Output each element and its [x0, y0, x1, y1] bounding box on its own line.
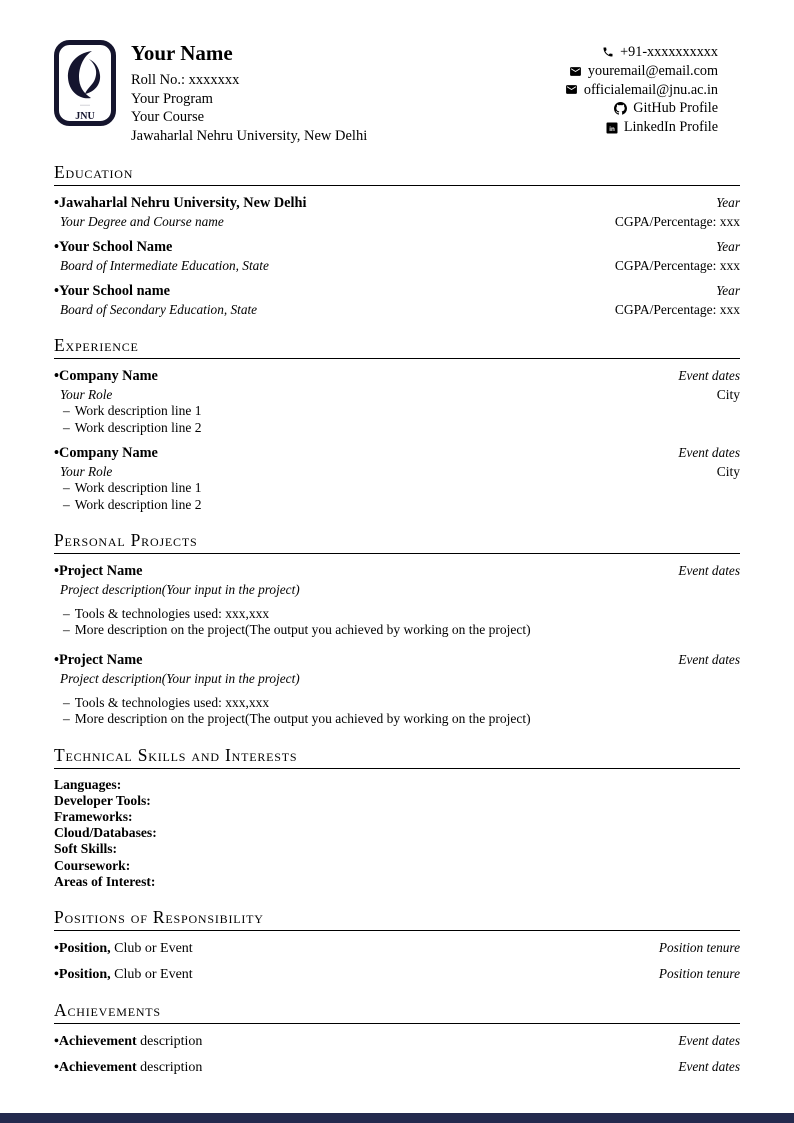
skill-label-areas-of-interest: Areas of Interest:: [54, 873, 156, 889]
position-club: Club or Event: [110, 941, 193, 957]
experience-entry: [54, 368, 740, 436]
candidate-name: Your Name: [131, 41, 233, 65]
dash-marker: –: [63, 622, 70, 638]
program: Your Program: [131, 90, 213, 107]
header: [54, 40, 740, 145]
experience-role: Your Role: [60, 387, 113, 403]
bullet: •: [54, 651, 60, 668]
project-name: Project Name: [59, 563, 143, 579]
jnu-logo: [54, 40, 116, 126]
project-entry: [54, 563, 740, 639]
dash-marker: –: [63, 496, 70, 512]
education-institution: Your School name: [59, 283, 170, 300]
education-score: CGPA/Percentage: xxx: [614, 302, 740, 318]
position-title: Position,: [58, 967, 111, 983]
dash-marker: –: [63, 480, 70, 496]
github-label: GitHub Profile: [633, 100, 718, 117]
project-bullet-list: [54, 606, 740, 639]
envelope-icon: [569, 65, 582, 78]
achievement-row: [54, 1033, 740, 1050]
position-title: Position,: [58, 941, 111, 957]
logo-script-text: ·····: [80, 103, 90, 109]
list-item: [63, 622, 740, 638]
education-year: Year: [716, 283, 740, 299]
dash-marker: –: [63, 419, 70, 435]
education-degree: Board of Intermediate Education, State: [60, 258, 269, 274]
envelope-icon: [565, 83, 578, 96]
skill-label-soft-skills: Soft Skills:: [54, 841, 118, 857]
work-description: Work description line 2: [74, 419, 202, 435]
project-name: Project Name: [59, 651, 143, 668]
education-entry: [54, 283, 740, 318]
project-dates: Event dates: [678, 651, 740, 667]
bullet: •: [54, 1034, 59, 1050]
bullet: •: [54, 445, 60, 462]
achievement-description: description: [136, 1060, 203, 1076]
roll-number: Roll No.: xxxxxxx: [131, 72, 240, 88]
education-degree: Board of Secondary Education, State: [60, 302, 258, 318]
phone-number: +91-xxxxxxxxxx: [620, 44, 718, 60]
education-degree: Your Degree and Course name: [60, 214, 224, 230]
experience-role: Your Role: [60, 464, 113, 480]
work-description: Work description line 1: [74, 403, 202, 419]
official-email: officialemail@jnu.ac.in: [583, 81, 718, 98]
achievement-dates: Event dates: [678, 1033, 740, 1049]
position-tenure: Position tenure: [658, 940, 740, 956]
projects-section: [54, 530, 740, 728]
github-link[interactable]: [565, 99, 718, 118]
official-email-link[interactable]: [565, 81, 718, 100]
section-title-experience: Experience: [54, 335, 740, 359]
positions-section: [54, 907, 740, 983]
project-detail: Tools & technologies used: xxx,xxx: [74, 606, 270, 621]
project-detail: More description on the project(The output you achieved by working on the project): [74, 622, 531, 638]
dash-marker: –: [63, 711, 70, 727]
bullet: •: [54, 1060, 59, 1076]
project-detail: More description on the project(The output you achieved by working on the project): [74, 711, 531, 727]
achievement-dates: Event dates: [678, 1059, 740, 1075]
company-name: Company Name: [59, 445, 158, 462]
experience-city: City: [716, 387, 740, 403]
position-row: [54, 940, 740, 957]
linkedin-icon: [606, 122, 618, 134]
phone-link[interactable]: [565, 43, 718, 62]
education-year: Year: [716, 195, 740, 211]
experience-bullet-list: [54, 480, 740, 513]
experience-section: [54, 335, 740, 513]
jnu-logo-icon: [54, 40, 116, 126]
achievement-title: Achievement: [58, 1034, 137, 1050]
list-item: [63, 403, 740, 419]
work-description: Work description line 1: [74, 480, 202, 496]
svg-text:in: in: [609, 125, 615, 133]
bullet: •: [54, 941, 59, 957]
skill-label-coursework: Coursework:: [54, 857, 131, 873]
list-item: [63, 606, 740, 622]
achievements-section: [54, 1000, 740, 1076]
company-name: Company Name: [59, 368, 158, 385]
contact-block: [565, 40, 740, 137]
personal-email-link[interactable]: [565, 62, 718, 81]
list-item: [63, 711, 740, 727]
skills-list: [54, 777, 740, 890]
section-title-positions: Positions of Responsibility: [54, 907, 740, 931]
bullet: •: [54, 283, 60, 300]
education-institution: Your School Name: [59, 239, 173, 256]
position-row: [54, 966, 740, 983]
project-dates: Event dates: [678, 563, 740, 578]
personal-email: youremail@email.com: [587, 62, 718, 79]
skills-section: [54, 745, 740, 890]
university-name: Jawaharlal Nehru University, New Delhi: [131, 127, 368, 144]
experience-dates: Event dates: [678, 368, 740, 384]
linkedin-link[interactable]: [565, 118, 718, 137]
project-description: Project description(Your input in the project): [60, 670, 300, 686]
position-tenure: Position tenure: [658, 966, 740, 982]
section-title-education: Education: [54, 162, 740, 186]
education-score: CGPA/Percentage: xxx: [614, 214, 740, 230]
project-detail: Tools & technologies used: xxx,xxx: [74, 694, 270, 710]
bullet: •: [54, 368, 60, 385]
section-title-projects: Personal Projects: [54, 530, 740, 554]
experience-bullet-list: [54, 403, 740, 436]
section-title-skills: Technical Skills and Interests: [54, 745, 740, 769]
course: Your Course: [131, 109, 205, 126]
logo-jnu-text: JNU: [75, 111, 95, 122]
education-score: CGPA/Percentage: xxx: [614, 258, 740, 274]
list-item: [63, 480, 740, 496]
position-club: Club or Event: [110, 967, 193, 983]
bullet: •: [54, 239, 60, 256]
skill-label-languages: Languages:: [54, 776, 122, 792]
list-item: [63, 497, 740, 513]
github-icon: [614, 102, 627, 115]
linkedin-label: LinkedIn Profile: [623, 119, 718, 136]
dash-marker: –: [63, 694, 70, 710]
education-entry: [54, 195, 740, 230]
list-item: [63, 695, 740, 711]
experience-dates: Event dates: [678, 445, 740, 461]
identity-block: [131, 40, 565, 145]
achievement-row: [54, 1059, 740, 1076]
dash-marker: –: [63, 403, 70, 419]
work-description: Work description line 2: [74, 496, 202, 512]
dash-marker: –: [63, 606, 70, 621]
footer-accent-bar: [0, 1113, 794, 1123]
achievement-title: Achievement: [58, 1060, 137, 1076]
project-bullet-list: [54, 695, 740, 728]
phone-icon: [602, 46, 614, 58]
bullet: •: [54, 967, 59, 983]
bullet: •: [54, 563, 60, 579]
education-year: Year: [716, 239, 740, 255]
experience-entry: [54, 445, 740, 513]
experience-city: City: [716, 464, 740, 480]
education-entry: [54, 239, 740, 274]
bullet: •: [54, 195, 60, 212]
achievement-description: description: [136, 1034, 203, 1050]
list-item: [63, 420, 740, 436]
section-title-achievements: Achievements: [54, 1000, 740, 1024]
project-description: Project description(Your input in the project): [60, 582, 300, 597]
skill-label-developer-tools: Developer Tools:: [54, 792, 151, 808]
education-institution: Jawaharlal Nehru University, New Delhi: [59, 195, 307, 212]
education-section: [54, 162, 740, 318]
skill-label-frameworks: Frameworks:: [54, 809, 133, 825]
project-entry: [54, 652, 740, 728]
skill-label-cloud-databases: Cloud/Databases:: [54, 825, 157, 841]
